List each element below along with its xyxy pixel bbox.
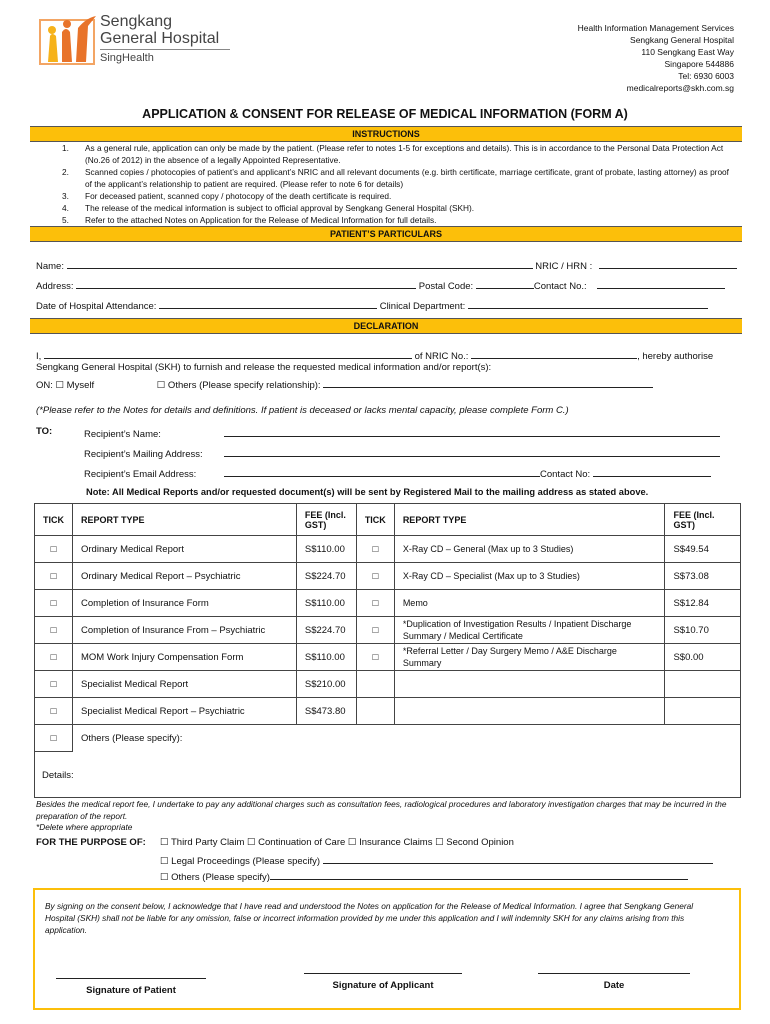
report-type-cell: Completion of Insurance From – Psychiatric [73,617,297,644]
table-row [35,671,741,698]
report-type-cell [394,698,665,725]
others-label: Others (Please specify): [73,725,741,752]
legal-field[interactable] [323,853,713,864]
fee-cell [665,698,741,725]
fee-cell: S$110.00 [296,536,356,563]
instructions-list [36,142,736,226]
to-label: TO: [36,426,53,437]
hospital-address [578,22,734,94]
authorise-label: , hereby authorise [637,351,714,362]
recipient-mail-field[interactable] [224,446,720,457]
legal-checkbox[interactable]: ☐ Legal Proceedings (Please specify) [160,856,321,867]
others-checkbox[interactable]: ☐ Others (Please specify relationship): [156,380,321,391]
details-label: Details: [42,770,74,781]
nric-field[interactable] [599,258,737,269]
table-row [35,644,741,671]
applicant-signature[interactable]: Signature of Applicant [304,973,462,991]
tick-checkbox[interactable]: □ [35,671,73,698]
fee-cell: S$473.80 [296,698,356,725]
tick-checkbox[interactable]: □ [35,536,73,563]
table-row [35,698,741,725]
report-type-cell: Ordinary Medical Report – Psychiatric [73,563,297,590]
tick-checkbox[interactable]: □ [35,644,73,671]
logo-line1: Sengkang [100,13,173,30]
instruction-item: 3. For deceased patient, scanned copy / photocopy of the death certificate is required. [62,191,392,201]
report-type-cell: *Duplication of Investigation Results / Inpatient Discharge Summary / Medical Certificate [394,617,665,644]
tick-checkbox [356,698,394,725]
table-row [35,536,741,563]
on-label: ON: [36,380,53,391]
fee-cell: S$12.84 [665,590,741,617]
contact-label: Contact No.: [533,281,587,292]
tick-checkbox[interactable]: □ [356,536,394,563]
report-type-cell: Specialist Medical Report [73,671,297,698]
dept-field[interactable] [468,298,708,309]
tick-checkbox[interactable]: □ [356,563,394,590]
relationship-field[interactable] [323,377,653,388]
tick-checkbox[interactable]: □ [356,617,394,644]
fee-cell: S$224.70 [296,617,356,644]
declarant-nric-field[interactable] [471,348,637,359]
table-row [35,590,741,617]
recipient-mail-label: Recipient’s Mailing Address: [84,449,203,460]
others-purpose-field[interactable] [270,869,688,880]
date-signature[interactable]: Date [538,973,690,991]
postal-label: Postal Code: [418,281,474,292]
logo-line2: General Hospital [100,30,220,47]
report-type-cell: Ordinary Medical Report [73,536,297,563]
page-title: APPLICATION & CONSENT FOR RELEASE OF MEDICAL INFORMATION (FORM A) [142,107,628,121]
address-line[interactable]: medicalreports@skh.com.sg [626,83,734,93]
date-label: Date of Hospital Attendance: [36,301,157,312]
declarant-name-field[interactable] [44,348,412,359]
purpose-options[interactable]: ☐ Third Party Claim ☐ Continuation of Care ☐ Insurance Claims ☐ Second Opinion [160,837,514,848]
instruction-item: 2. Scanned copies / photocopies of patient’s and applicant’s NRIC and all relevant documents (e.g. birth certificate, marriage certificate, grant of probate, lasting attorney) as proof of the applicant’s relationship to patient are required. (Please refer to note 6 for details) [62,167,729,189]
table-header: TICK REPORT TYPE FEE (Incl. GST) TICK REPORT TYPE FEE (Incl. GST) [35,504,741,536]
i-label: I, [36,351,42,362]
tick-checkbox [356,671,394,698]
report-type-cell: Completion of Insurance Form [73,590,297,617]
instruction-item: 5. Refer to the attached Notes on Application for the Release of Medical Information for full details. [62,215,437,225]
tick-checkbox[interactable]: □ [35,617,73,644]
report-type-cell: MOM Work Injury Compensation Form [73,644,297,671]
tick-checkbox[interactable]: □ [35,590,73,617]
particulars-heading: PATIENT’S PARTICULARS [30,226,742,242]
report-type-cell: X-Ray CD – Specialist (Max up to 3 Studies) [394,563,665,590]
of-nric-label: of NRIC No.: [414,351,469,362]
recipient-email-field[interactable] [224,466,540,477]
name-field[interactable] [67,258,533,269]
address-line: Tel: 6930 6003 [678,71,734,81]
report-type-cell [394,671,665,698]
dept-label: Clinical Department: [379,301,466,312]
delete-note: *Delete where appropriate [36,822,133,832]
fee-cell: S$49.54 [665,536,741,563]
nric-label: NRIC / HRN : [535,261,593,272]
logo-line3: SingHealth [100,49,230,64]
address-line: Sengkang General Hospital [630,35,734,45]
address-line: Health Information Management Services [577,23,734,33]
tick-checkbox[interactable]: □ [35,698,73,725]
fee-cell: S$73.08 [665,563,741,590]
fee-cell: S$110.00 [296,590,356,617]
address-label: Address: [36,281,74,292]
date-field[interactable] [159,298,377,309]
consent-text: By signing on the consent below, I acknowledge that I have read and understood the Notes on application for the Release of Medical Information. I agree that Sengkang General Hospital (SKH) shall not be liable for any omission, false or incorrect information provided by me under this application and I will indemnity SKH for any claims arising from this application. [45,901,694,935]
instructions-heading: INSTRUCTIONS [30,126,742,142]
postal-field[interactable] [476,278,534,289]
instruction-item: 4. The release of the medical information is subject to official approval by Sengkang General Hospital (SKH). [62,203,475,213]
patient-signature[interactable]: Signature of Patient [56,978,206,996]
purpose-label: FOR THE PURPOSE OF: [36,837,146,848]
report-type-cell: Specialist Medical Report – Psychiatric [73,698,297,725]
fee-cell: S$210.00 [296,671,356,698]
fee-cell [665,671,741,698]
details-box[interactable] [34,752,741,798]
logo-figures-icon [38,14,98,66]
fee-cell: S$10.70 [665,617,741,644]
recipient-name-label: Recipient’s Name: [84,429,161,440]
others-purpose-checkbox[interactable]: ☐ Others (Please specify) [160,872,270,883]
recipient-name-field[interactable] [224,426,720,437]
myself-checkbox[interactable]: ☐ Myself [55,380,95,391]
name-label: Name: [36,261,64,272]
table-row-others [35,725,741,752]
address-field[interactable] [76,278,416,289]
address-line: Singapore 544886 [664,59,734,69]
declaration-heading: DECLARATION [30,318,742,334]
fee-cell: S$224.70 [296,563,356,590]
form-c-note: (*Please refer to the Notes for details and definitions. If patient is deceased or lacks mental capacity, please complete Form C.) [36,405,569,416]
recipient-contact-field[interactable] [593,466,711,477]
tick-checkbox[interactable]: □ [35,725,73,752]
hospital-logo [38,13,220,69]
recipient-contact-label: Contact No: [540,469,591,480]
tick-checkbox[interactable]: □ [356,590,394,617]
tick-checkbox[interactable]: □ [356,644,394,671]
table-row [35,563,741,590]
fee-cell: S$0.00 [665,644,741,671]
report-type-table [34,503,741,752]
charges-text: Besides the medical report fee, I undertake to pay any additional charges such as consultation fees, radiological procedures and laboratory investigation charges that may be incurred in the preparation of the report. [36,799,727,821]
instruction-item: 1. As a general rule, application can only be made by the patient. (Please refer to notes 1-5 for exceptions and details). This is in accordance to the Personal Data Protection Act (No.26 of 2012) in the absence of a legally Appointed Representative. [62,143,724,165]
report-type-cell: *Referral Letter / Day Surgery Memo / A&E Discharge Summary [394,644,665,671]
recipient-email-label: Recipient’s Email Address: [84,469,197,480]
furnish-text: Sengkang General Hospital (SKH) to furnish and release the requested medical information and/or report(s): [36,362,492,373]
report-type-cell: X-Ray CD – General (Max up to 3 Studies) [394,536,665,563]
mail-note: Note: All Medical Reports and/or requested document(s) will be sent by Registered Mail to the mailing address as stated above. [86,487,649,497]
table-row [35,617,741,644]
tick-checkbox[interactable]: □ [35,563,73,590]
fee-cell: S$110.00 [296,644,356,671]
address-line: 110 Sengkang East Way [641,47,734,57]
contact-field[interactable] [597,278,725,289]
report-type-cell: Memo [394,590,665,617]
